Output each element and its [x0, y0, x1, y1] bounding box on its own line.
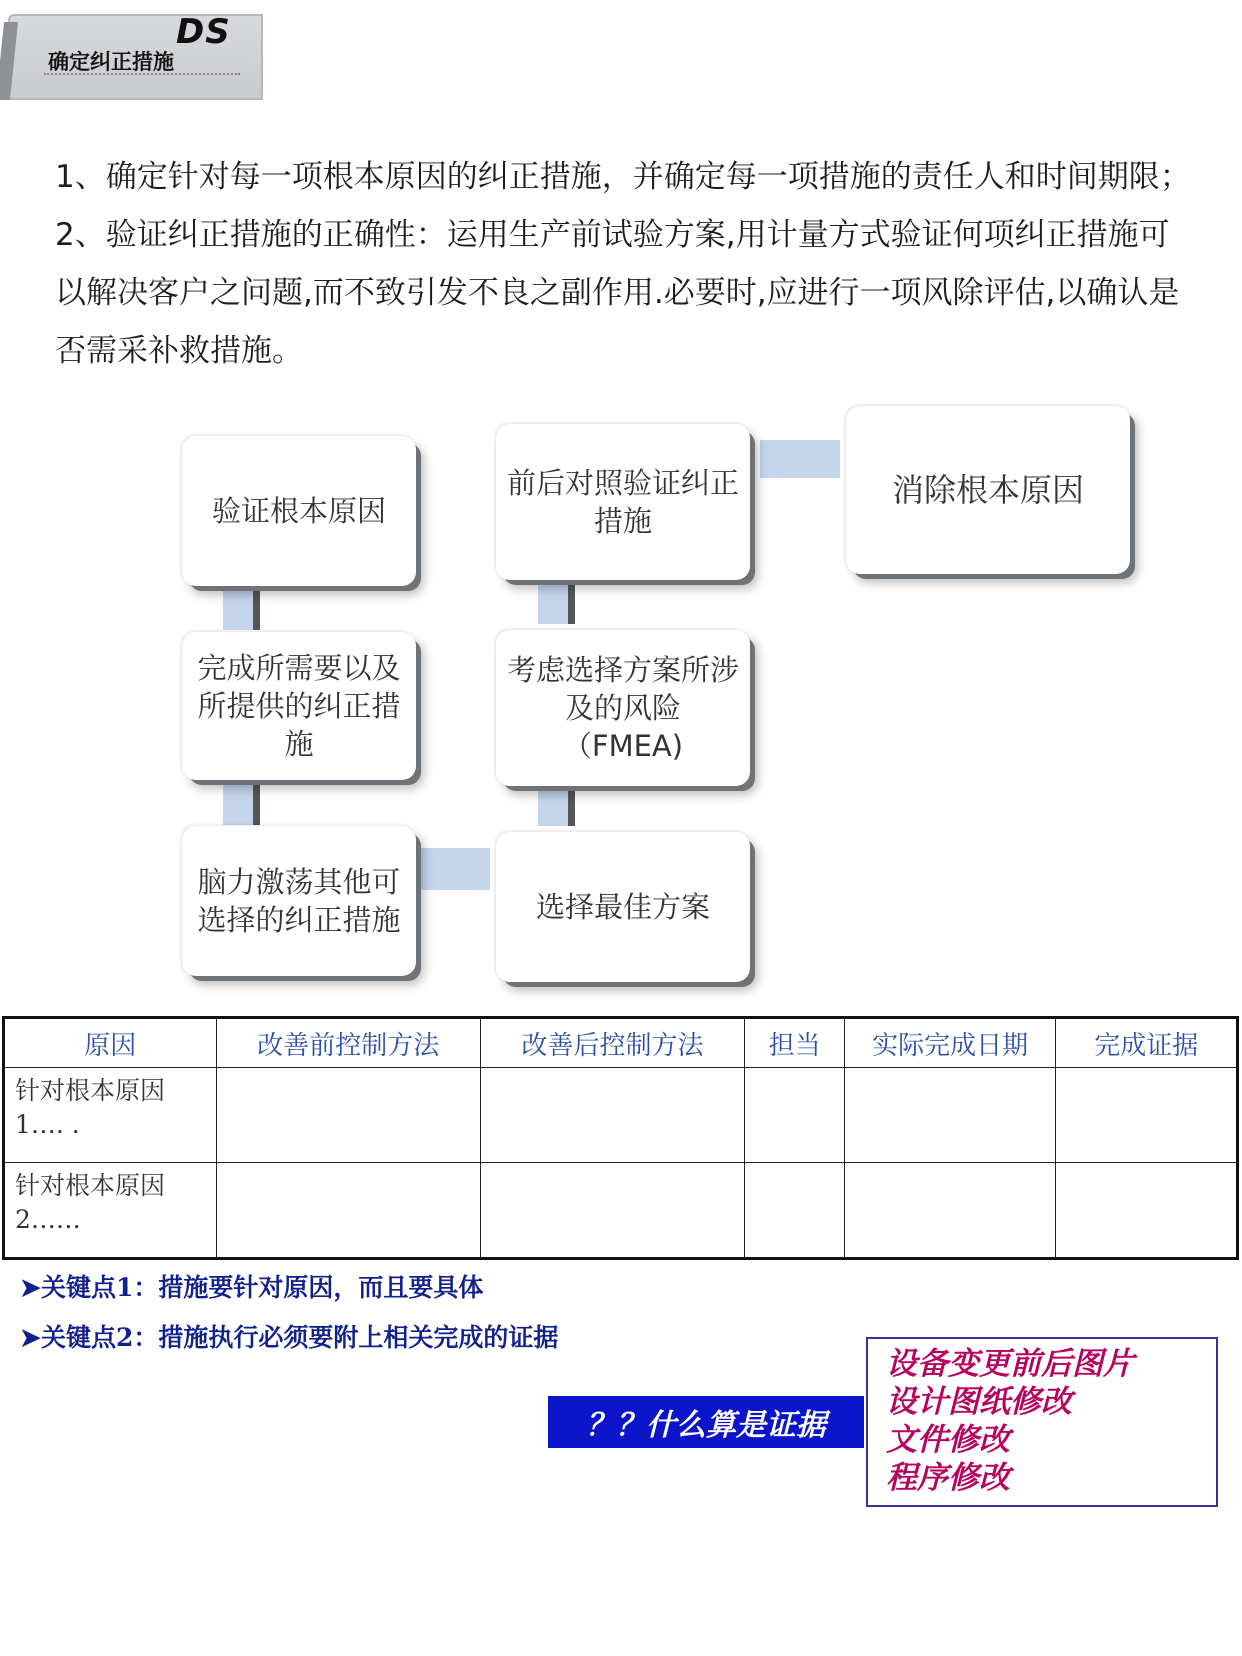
col-header-evidence: 完成证据 — [1056, 1018, 1238, 1068]
table-cell — [216, 1163, 480, 1259]
header-tab — [0, 0, 265, 104]
corrective-action-table — [2, 1016, 1239, 1260]
title-underline — [44, 73, 240, 75]
col-header-before-control: 改善前控制方法 — [216, 1018, 480, 1068]
connector-2-3-shadow — [253, 785, 260, 825]
connector-5-4 — [538, 584, 568, 624]
table-row — [4, 1163, 1238, 1259]
table-cell — [745, 1068, 845, 1163]
arrow-bullet-icon: ➤ — [20, 1273, 41, 1302]
flow-box-select-best — [496, 832, 750, 982]
table-cell — [844, 1163, 1055, 1259]
flow-box-label: 脑力激荡其他可选择的纠正措施 — [197, 865, 401, 937]
intro-line-2: 2、验证纠正措施的正确性：运用生产前试验方案,用计量方式验证何项纠正措施可以解决客户之问题,而不致引发不良之副作用.必要时,应进行一项风除评估,以确认是否需采补救措施。 — [55, 217, 1180, 369]
connector-5-4-shadow — [568, 584, 575, 624]
flow-box-label: 选择最佳方案 — [535, 890, 710, 924]
col-header-completion-date: 实际完成日期 — [844, 1018, 1055, 1068]
flow-box-complete-actions — [182, 632, 416, 780]
evidence-question-banner: ？？什么算是证据 — [548, 1396, 864, 1448]
flow-box-compare-verify — [496, 424, 750, 580]
table-cell — [844, 1068, 1055, 1163]
evidence-examples-box — [866, 1337, 1218, 1507]
table-row — [4, 1068, 1238, 1163]
col-header-after-control: 改善后控制方法 — [480, 1018, 744, 1068]
connector-6-5 — [538, 790, 568, 826]
table-cell — [480, 1163, 744, 1259]
flow-box-eliminate-root — [846, 406, 1130, 574]
flow-box-label: 前后对照验证纠正措施 — [506, 466, 739, 538]
intro-text — [55, 148, 1235, 380]
ds-logo: DS — [176, 12, 231, 52]
flow-box-consider-risk — [496, 630, 750, 786]
flow-box-label: 验证根本原因 — [211, 494, 386, 528]
flow-box-verify-root-cause — [182, 436, 416, 586]
key-point-1 — [20, 1268, 483, 1304]
flow-box-label: 考虑选择方案所涉及的风险（FMEA) — [506, 653, 739, 763]
key-point-2-text: 关键点2：措施执行必须要附上相关完成的证据 — [40, 1323, 559, 1352]
table-cell — [745, 1163, 845, 1259]
connector-3-6 — [420, 848, 490, 890]
flow-box-brainstorm — [182, 826, 416, 976]
evidence-item: 设计图纸修改 — [886, 1384, 1072, 1420]
evidence-item: 文件修改 — [886, 1422, 1010, 1458]
connector-1-2 — [223, 590, 253, 630]
page-title: 确定纠正措施 — [48, 50, 174, 74]
table-cell — [480, 1068, 744, 1163]
intro-line-1: 1、确定针对每一项根本原因的纠正措施，并确定每一项措施的责任人和时间期限； — [55, 159, 1191, 195]
table-cell — [1056, 1163, 1238, 1259]
key-point-1-text: 关键点1：措施要针对原因，而且要具体 — [40, 1273, 484, 1302]
table-cell — [216, 1068, 480, 1163]
table-cell — [1056, 1068, 1238, 1163]
flow-box-label: 完成所需要以及所提供的纠正措施 — [197, 651, 401, 761]
connector-4-7 — [760, 440, 840, 478]
col-header-cause: 原因 — [4, 1018, 217, 1068]
arrow-bullet-icon: ➤ — [20, 1323, 41, 1352]
connector-1-2-shadow — [253, 590, 260, 630]
evidence-item: 设备变更前后图片 — [886, 1346, 1134, 1382]
table-cell-cause: 针对根本原因1…. . — [4, 1068, 217, 1163]
col-header-owner: 担当 — [745, 1018, 845, 1068]
connector-2-3 — [223, 785, 253, 825]
evidence-item: 程序修改 — [886, 1460, 1010, 1496]
table-cell-cause: 针对根本原因2…… — [4, 1163, 217, 1259]
connector-6-5-shadow — [568, 790, 575, 826]
table-header-row — [4, 1018, 1238, 1068]
flow-box-label: 消除根本原因 — [891, 471, 1084, 509]
key-point-2 — [20, 1318, 558, 1354]
